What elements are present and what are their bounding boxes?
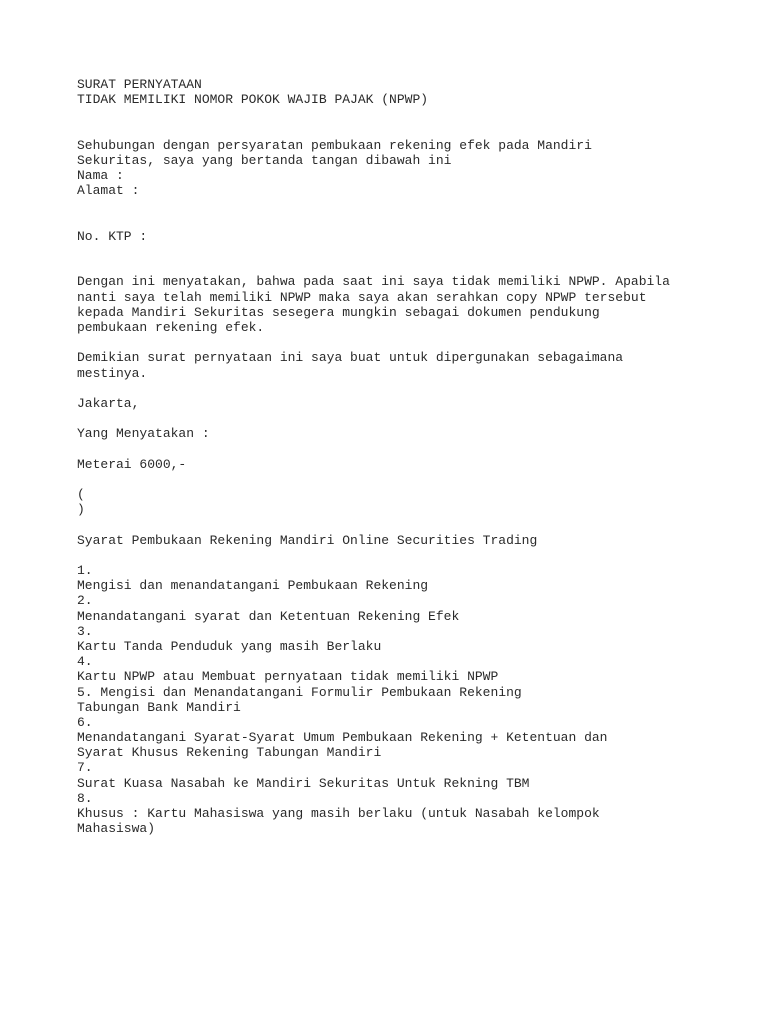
- requirement-text: Kartu Tanda Penduduk yang masih Berlaku: [77, 638, 382, 654]
- nama-field-label: Nama :: [77, 168, 124, 184]
- requirement-number: 2.: [77, 593, 93, 609]
- requirement-number: 1.: [77, 563, 93, 579]
- requirement-number: 8.: [77, 790, 93, 806]
- requirement-text: Menandatangani Syarat-Syarat Umum Pembukaan Rekening + Ketentuan dan: [77, 730, 608, 746]
- requirements-title: Syarat Pembukaan Rekening Mandiri Online Securities Trading: [77, 532, 538, 548]
- requirement-text: Mengisi dan menandatangani Pembukaan Rekening: [77, 578, 429, 594]
- requirements-list: [77, 563, 737, 836]
- requirement-text: Surat Kuasa Nasabah ke Mandiri Sekuritas Untuk Rekning TBM: [77, 775, 530, 791]
- statement-text-line: pembukaan rekening efek.: [77, 320, 265, 336]
- ktp-field-label: No. KTP :: [77, 228, 148, 244]
- requirement-text: Menandatangani syarat dan Ketentuan Rekening Efek: [77, 608, 460, 624]
- letter-title: SURAT PERNYATAAN: [77, 77, 202, 92]
- letter-page: [77, 77, 737, 836]
- requirement-text: Mahasiswa): [77, 821, 156, 837]
- requirement-number: 6.: [77, 714, 93, 730]
- requirement-text: Syarat Khusus Rekening Tabungan Mandiri: [77, 745, 382, 761]
- requirement-text: Tabungan Bank Mandiri: [77, 699, 241, 715]
- requirement-number: 7.: [77, 760, 93, 776]
- intro-text-line: Sekuritas, saya yang bertanda tangan dibawah ini: [77, 152, 452, 168]
- signer-label: Yang Menyatakan :: [77, 426, 210, 442]
- requirement-text: Kartu NPWP atau Membuat pernyataan tidak memiliki NPWP: [77, 669, 499, 685]
- requirement-text: Khusus : Kartu Mahasiswa yang masih berlaku (untuk Nasabah kelompok: [77, 806, 600, 822]
- signature-paren-open: (: [77, 487, 85, 503]
- signature-paren-close: ): [77, 502, 85, 518]
- stamp-label: Meterai 6000,-: [77, 456, 187, 472]
- statement-text-line: kepada Mandiri Sekuritas sesegera mungkin sebagai dokumen pendukung: [77, 304, 600, 320]
- requirement-number: 3.: [77, 623, 93, 639]
- alamat-field-label: Alamat :: [77, 183, 140, 199]
- place-label: Jakarta,: [77, 395, 140, 411]
- closing-text-line: mestinya.: [77, 365, 148, 381]
- statement-text-line: nanti saya telah memiliki NPWP maka saya akan serahkan copy NPWP tersebut: [77, 289, 647, 305]
- statement-text-line: Dengan ini menyatakan, bahwa pada saat ini saya tidak memiliki NPWP. Apabila: [77, 274, 670, 290]
- letter-subtitle: TIDAK MEMILIKI NOMOR POKOK WAJIB PAJAK (NPWP): [77, 92, 429, 108]
- closing-text-line: Demikian surat pernyataan ini saya buat untuk dipergunakan sebagaimana: [77, 350, 624, 366]
- requirement-number: 4.: [77, 654, 93, 670]
- requirement-text: 5. Mengisi dan Menandatangani Formulir Pembukaan Rekening: [77, 684, 522, 700]
- intro-text-line: Sehubungan dengan persyaratan pembukaan rekening efek pada Mandiri: [77, 137, 592, 153]
